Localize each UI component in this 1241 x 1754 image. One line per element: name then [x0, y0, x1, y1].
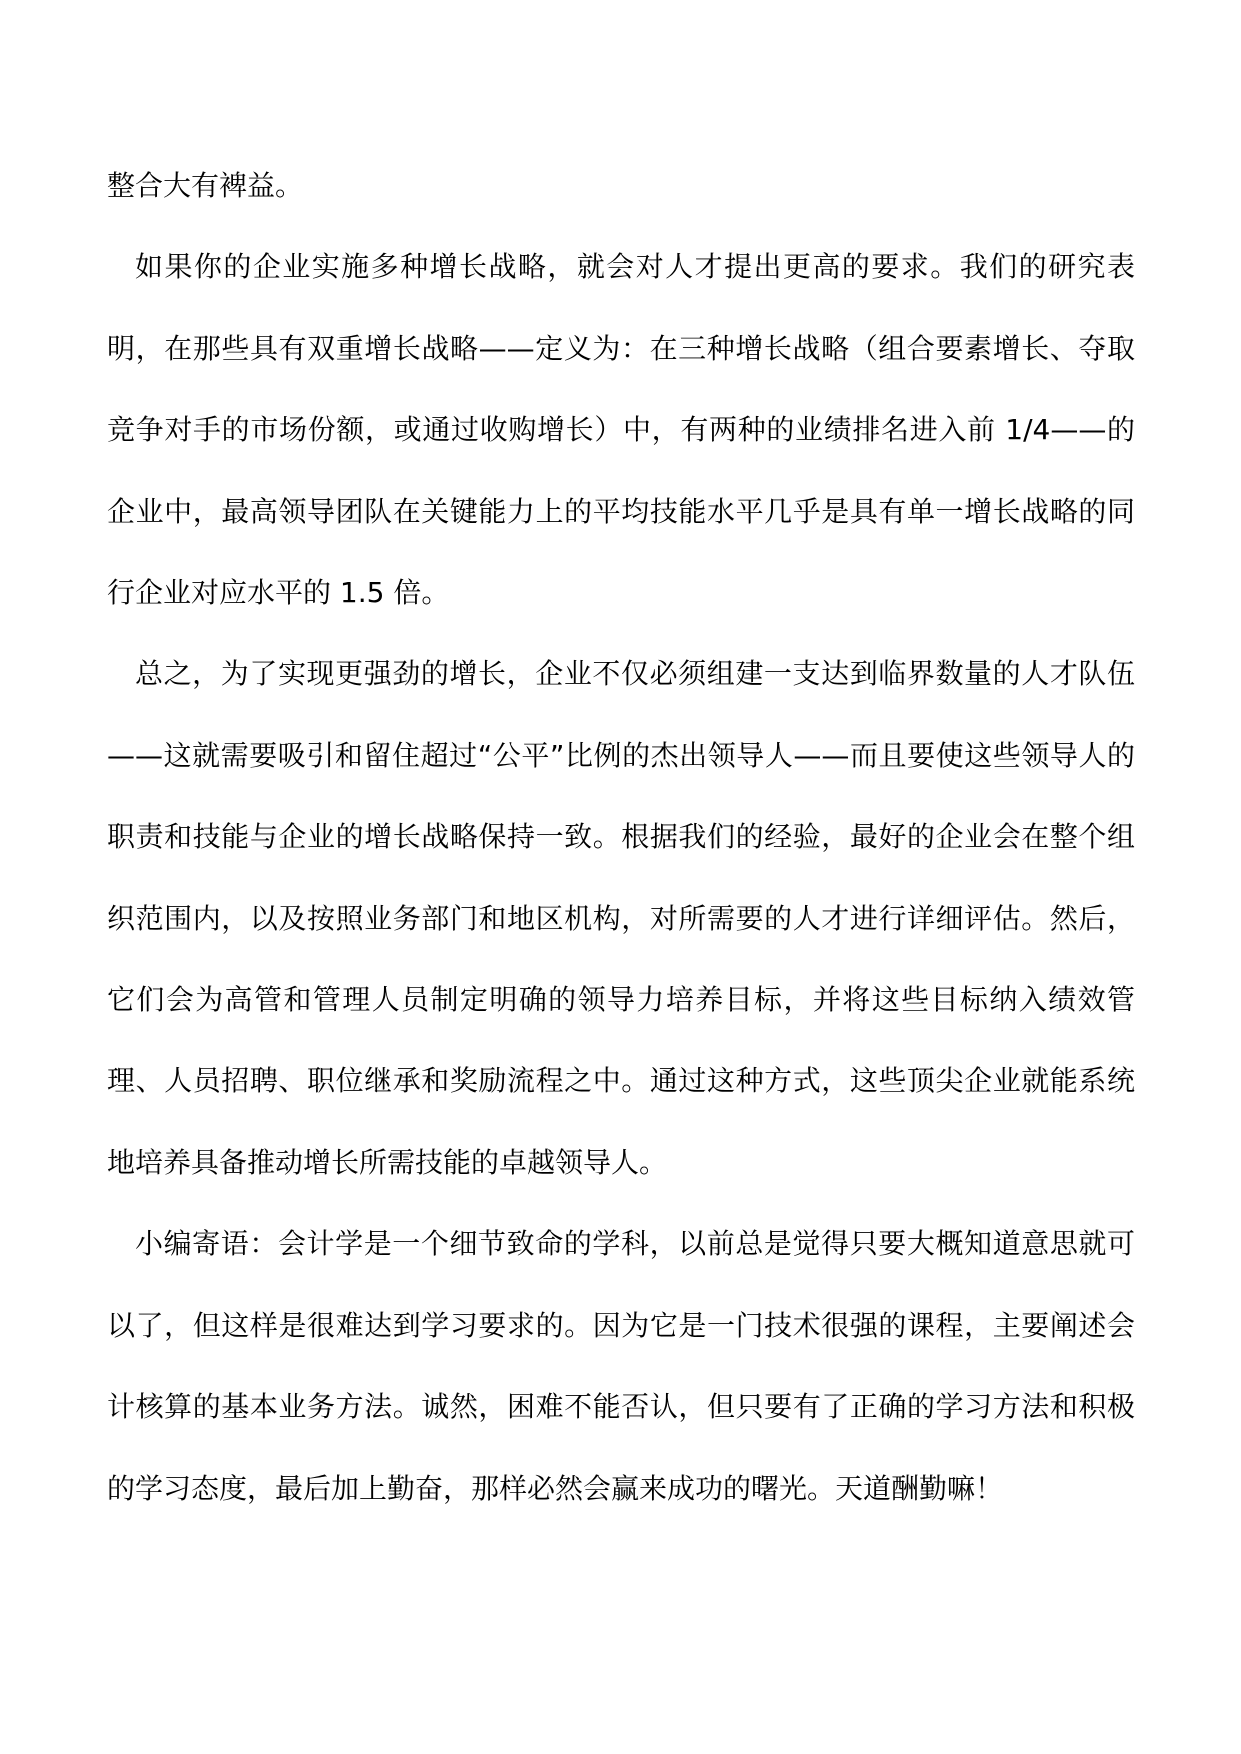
paragraph-editor-note: 小编寄语：会计学是一个细节致命的学科，以前总是觉得只要大概知道意思就可以了，但这样是很难达到学习要求的。因为它是一门技术很强的课程，主要阐述会计核算的基本业务方法。诚然，困难不能否认，但只要有了正确的学习方法和积极的学习态度，最后加上勤奋，那样必然会赢来成功的曙光。天道酬勤嘛！ — [107, 1227, 1135, 1505]
paragraph-growth-strategy: 如果你的企业实施多种增长战略，就会对人才提出更高的要求。我们的研究表明，在那些具有双重增长战略——定义为：在三种增长战略（组合要素增长、夺取竞争对手的市场份额，或通过收购增长）中，有两种的业绩排名进入前 1/4——的企业中，最高领导团队在关键能力上的平均技能水平几乎是具有单一增长战略的同行企业对应水平的 1.5 倍。 — [107, 250, 1135, 610]
document-body — [107, 145, 1135, 1529]
paragraph-continuation: 整合大有裨益。 — [107, 169, 304, 202]
paragraph-summary: 总之，为了实现更强劲的增长，企业不仅必须组建一支达到临界数量的人才队伍——这就需要吸引和留住超过“公平”比例的杰出领导人——而且要使这些领导人的职责和技能与企业的增长战略保持一致。根据我们的经验，最好的企业会在整个组织范围内，以及按照业务部门和地区机构，对所需要的人才进行详细评估。然后，它们会为高管和管理人员制定明确的领导力培养目标，并将这些目标纳入绩效管理、人员招聘、职位继承和奖励流程之中。通过这种方式，这些顶尖企业就能系统地培养具备推动增长所需技能的卓越领导人。 — [107, 657, 1135, 1179]
